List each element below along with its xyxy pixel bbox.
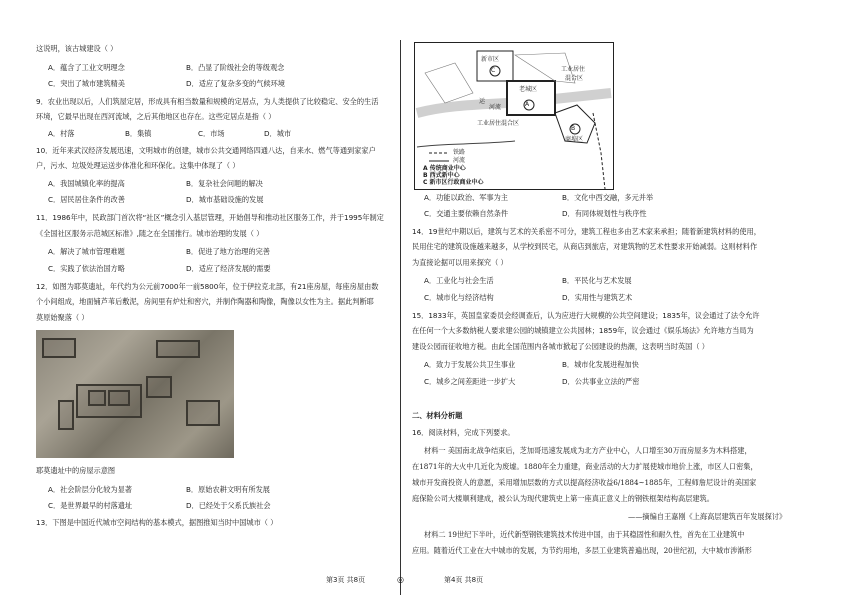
q12-stem-3: 莫原始聚落（ ）	[36, 313, 89, 322]
map-label-canal: 运	[479, 98, 486, 105]
q14-option-b[interactable]: B．平民化与艺术发展	[562, 276, 632, 285]
q12-option-b[interactable]: B．原始农耕文明有所发展	[186, 485, 270, 494]
map-legend-river: 河流	[453, 157, 466, 164]
map-marker-c: C	[491, 67, 496, 74]
q13-option-b[interactable]: B．文化中西交融，多元并举	[562, 193, 654, 202]
q11-stem-1: 11．1986年中，民政部门首次将“社区”概念引入基层管理，开始倡导和推动社区服务工作，并于1995年制定	[36, 213, 384, 222]
q8-option-d[interactable]: D．适应了复杂多变的气候环境	[186, 79, 285, 88]
q9-stem-2: 环境，它最早出现在西河流域，之后其他地区也存在。这些定居点是指（ ）	[36, 112, 276, 121]
map-legend-c: C 新市区行政商业中心	[423, 179, 484, 186]
q8-tail: 这说明，该古城建设（ ）	[36, 44, 118, 53]
q16-stem: 16．阅读材料，完成下列要求。	[412, 428, 515, 437]
q12-option-c[interactable]: C．是世界最早的村落遗址	[48, 501, 133, 510]
material1-line-2: 在1871年的大火中几近化为废墟。1880年全力重建，商业活动的大力扩展使城市地价上涨，市区人口密集，	[412, 462, 758, 471]
q10-stem-2: 户，污水、垃圾处理运送步体准化和环保化。这集中体现了（ ）	[36, 161, 240, 170]
material1-line-3: 城市开发商投资人的意愿，采用增加层数的方式以提高经济收益6/1884~1885年，工程师詹尼设计的美国家	[412, 478, 757, 487]
q9-option-c[interactable]: C．市场	[198, 129, 225, 138]
material1-line-1: 材料一 美国南北战争结束后，芝加哥迅速发展成为北方产业中心，人口增至30万而房屋多为木料搭建，	[424, 446, 752, 455]
q15-option-b[interactable]: B．城市化发展进程加快	[562, 360, 639, 369]
jarmo-site-photo	[36, 330, 234, 458]
map-label-river-1: 河流	[489, 104, 502, 111]
q8-option-c[interactable]: C．突出了城市建筑精美	[48, 79, 125, 88]
q11-option-c[interactable]: C．实践了依法治国方略	[48, 264, 125, 273]
q15-option-d[interactable]: D．公共事业立法的严密	[562, 377, 640, 386]
q14-stem-3: 为直接论据可以用来探究（ ）	[412, 258, 508, 267]
q14-stem-2: 民用住宅的建筑设施越来越多，从学校到民宅，从商店到旅店，对建筑物的艺术性要求开始减弱。这则材料作	[412, 242, 758, 251]
q15-stem-2: 在任何一个大多数纳税人要求建公园的城镇建立公共园林；1859年，议会通过《娱乐场法》允许地方当局为	[412, 326, 754, 335]
q14-option-d[interactable]: D．实用性与建筑艺术	[562, 293, 633, 302]
q9-option-d[interactable]: D．城市	[264, 129, 292, 138]
q13-option-a[interactable]: A．功能以政治、军事为主	[424, 193, 508, 202]
q13-option-c[interactable]: C．交通主要依赖自然条件	[424, 209, 509, 218]
q10-option-c[interactable]: C．居民居住条件的改善	[48, 195, 125, 204]
q14-option-c[interactable]: C．城市化与经济结构	[424, 293, 494, 302]
map-legend-railway: 铁路	[453, 149, 466, 156]
q9-stem-1: 9．农业出现以后，人们筑屋定居，形成具有相当数量和规模的定居点，为人类提供了比较稳定、安全的生活	[36, 97, 379, 106]
photo-caption: 耶莫遗址中的房屋示意图	[36, 466, 116, 475]
q11-stem-2: 《全国社区服务示范城区标准》,随之在全国推行。城市治理的发展（ ）	[36, 229, 264, 238]
binding-mark: ◎	[397, 575, 404, 584]
map-legend-b: B 西式新中心	[423, 172, 460, 179]
q10-option-a[interactable]: A．我国城镇化率的提高	[48, 179, 125, 188]
map-label-industrial-1: 工业居住	[561, 66, 586, 73]
material2-line-2: 应用。随着近代工业在大中城市的发展，为节约用地，多层工业建筑普遍出现，20世纪初，大中城市涉渐形	[412, 546, 752, 555]
q13-option-d[interactable]: D．有同体规划性与秩序性	[562, 209, 647, 218]
section-heading: 二、材料分析题	[412, 411, 463, 420]
page-divider	[400, 40, 401, 595]
q9-option-b[interactable]: B．集镇	[125, 129, 152, 138]
material1-source: ——摘编自王嘉刚《上海高层建筑百年发展探讨》	[628, 512, 787, 521]
q15-option-c[interactable]: C．城乡之间差距进一步扩大	[424, 377, 516, 386]
material1-line-4: 庭保险公司大楼顺利建成，被公认为现代建筑史上第一座真正意义上的钢铁框架结构高层建筑。	[412, 494, 714, 503]
left-page	[0, 0, 405, 608]
map-label-new-city: 新市区	[481, 56, 500, 63]
q14-stem-1: 14．19世纪中期以后，建筑与艺术的关系密不可分，建筑工程也多由艺术家来承担；随着新建筑材料的使用，	[412, 227, 761, 236]
q13-stem: 13．下图是中国近代城市空间结构的基本模式，据图推知当时中国城市（ ）	[36, 518, 278, 527]
page-number-left: 第3页 共8页	[326, 576, 366, 584]
city-structure-map	[414, 42, 614, 190]
q10-option-d[interactable]: D．城市基础设施的发展	[186, 195, 264, 204]
q10-option-b[interactable]: B．复杂社会问题的解决	[186, 179, 263, 188]
map-marker-a: A	[525, 101, 530, 108]
map-label-port: 商埠区	[565, 136, 584, 143]
q8-option-a[interactable]: A．蕴含了工业文明理念	[48, 63, 125, 72]
q12-option-a[interactable]: A．社会阶层分化较为显著	[48, 485, 132, 494]
map-legend-a: A 传统商业中心	[423, 165, 466, 172]
q15-option-a[interactable]: A．致力于发展公共卫生事业	[424, 360, 516, 369]
q8-option-b[interactable]: B．凸显了阶级社会的等级观念	[186, 63, 285, 72]
q11-option-d[interactable]: D．适应了经济发展的需要	[186, 264, 271, 273]
map-label-industrial-2: 混合区	[565, 75, 584, 82]
q9-option-a[interactable]: A．村落	[48, 129, 75, 138]
q12-stem-1: 12．如图为耶莫遗址，年代约为公元前7000年一前5800年，位于伊拉克北部，有21座房屋，每座房屋由数	[36, 282, 379, 291]
map-label-old-city: 老城区	[519, 86, 538, 93]
map-label-industrial-3: 工业居住混合区	[477, 120, 520, 127]
q14-option-a[interactable]: A．工业化与社会生活	[424, 276, 494, 285]
q15-stem-1: 15．1833年，英国皇家委员会经调查后，认为应进行大规模的公共空间建设；1835年，议会通过了法令允许	[412, 311, 760, 320]
material2-line-1: 材料二 19世纪下半叶，近代新型钢铁建筑技术传进中国，由于其稳固性和耐久性，首先在工业建筑中	[424, 530, 745, 539]
map-marker-b: B	[571, 125, 576, 132]
page-number-right: 第4页 共8页	[444, 576, 484, 584]
q12-stem-2: 个小间组成，地面铺芦苇后敷泥，房间里有炉灶和窖穴，并制作陶器和陶像，陶像以女性为主。据此判断耶	[36, 297, 374, 306]
q11-option-a[interactable]: A．解决了城市管理难题	[48, 247, 125, 256]
q12-option-d[interactable]: D．已经处于父系氏族社会	[186, 501, 271, 510]
q10-stem-1: 10．近年来武汉经济发展迅速，文明城市的创建，城市公共交通网络四通八达，自来水、燃气等通到家家户	[36, 146, 376, 155]
q11-option-b[interactable]: B．促进了地方治理的完善	[186, 247, 270, 256]
q15-stem-3: 建设公园而征收地方税。由此全国范围内各城市掀起了公园建设的热潮，这表明当时英国（ ）	[412, 342, 709, 351]
